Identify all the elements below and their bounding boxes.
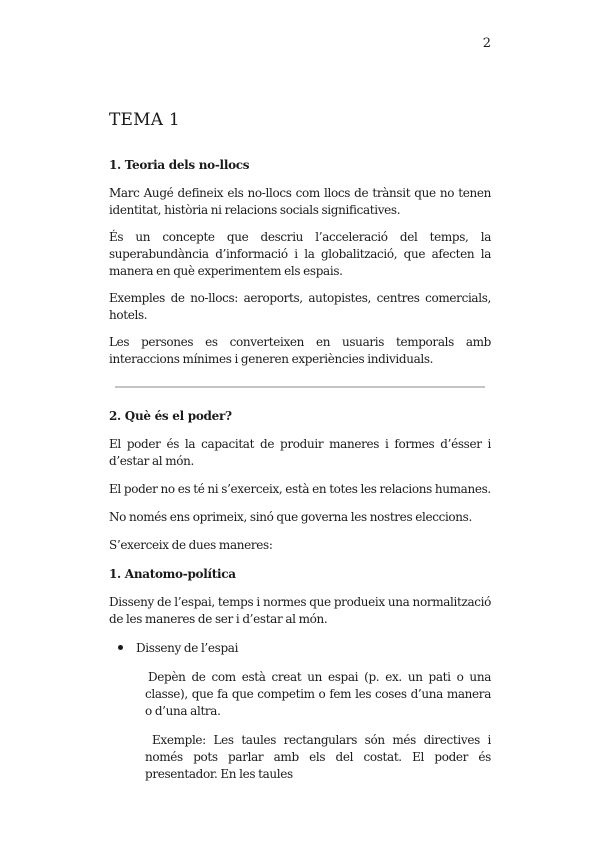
section-heading-poder: 2. Què és el poder?	[109, 409, 232, 423]
paragraph: No només ens oprimeix, sinó que governa les nostres eleccions.	[109, 510, 472, 524]
document-body	[109, 110, 491, 783]
section-heading-no-llocs: 1. Teoria dels no-llocs	[109, 158, 250, 172]
paragraph: Les persones es converteixen en usuaris temporals amb interaccions mínimes i generen experiències individuals.	[109, 335, 491, 366]
paragraph: S’exerceix de dues maneres:	[109, 538, 273, 552]
page-number: 2	[482, 36, 491, 51]
page-title: TEMA 1	[109, 110, 180, 130]
paragraph: El poder és la capacitat de produir maneres i formes d’ésser i d’estar al món.	[109, 437, 491, 468]
paragraph: Marc Augé defineix els no-llocs com llocs de trànsit que no tenen identitat, història ni relacions socials significatives.	[109, 186, 491, 217]
paragraph: Disseny de l’espai, temps i normes que produeix una normalització de les maneres de ser i d’estar al món.	[109, 595, 491, 626]
paragraph: És un concepte que descriu l’acceleració del temps, la superabundància d’informació i la globalització, que afecten la manera en què experimentem els espais.	[109, 230, 491, 278]
paragraph: Depèn de com està creat un espai (p. ex. un pati o una classe), que fa que competim o fem les coses d’una manera o d’una altra.	[145, 670, 491, 718]
paragraph: El poder no es té ni s’exerceix, està en totes les relacions humanes.	[109, 482, 491, 496]
subsection-heading-anatomo-politica: 1. Anatomo-política	[109, 567, 236, 581]
paragraph: Exemple: Les taules rectangulars són més directives i només pots parlar amb els del costat. El poder és presentador. En les taules	[145, 733, 491, 781]
list-item	[118, 640, 491, 657]
list-item-label: Disseny de l’espai	[136, 641, 239, 655]
section-divider	[115, 386, 485, 388]
paragraph: Exemples de no-llocs: aeroports, autopistes, centres comercials, hotels.	[109, 291, 491, 322]
bullet-icon	[118, 645, 123, 650]
